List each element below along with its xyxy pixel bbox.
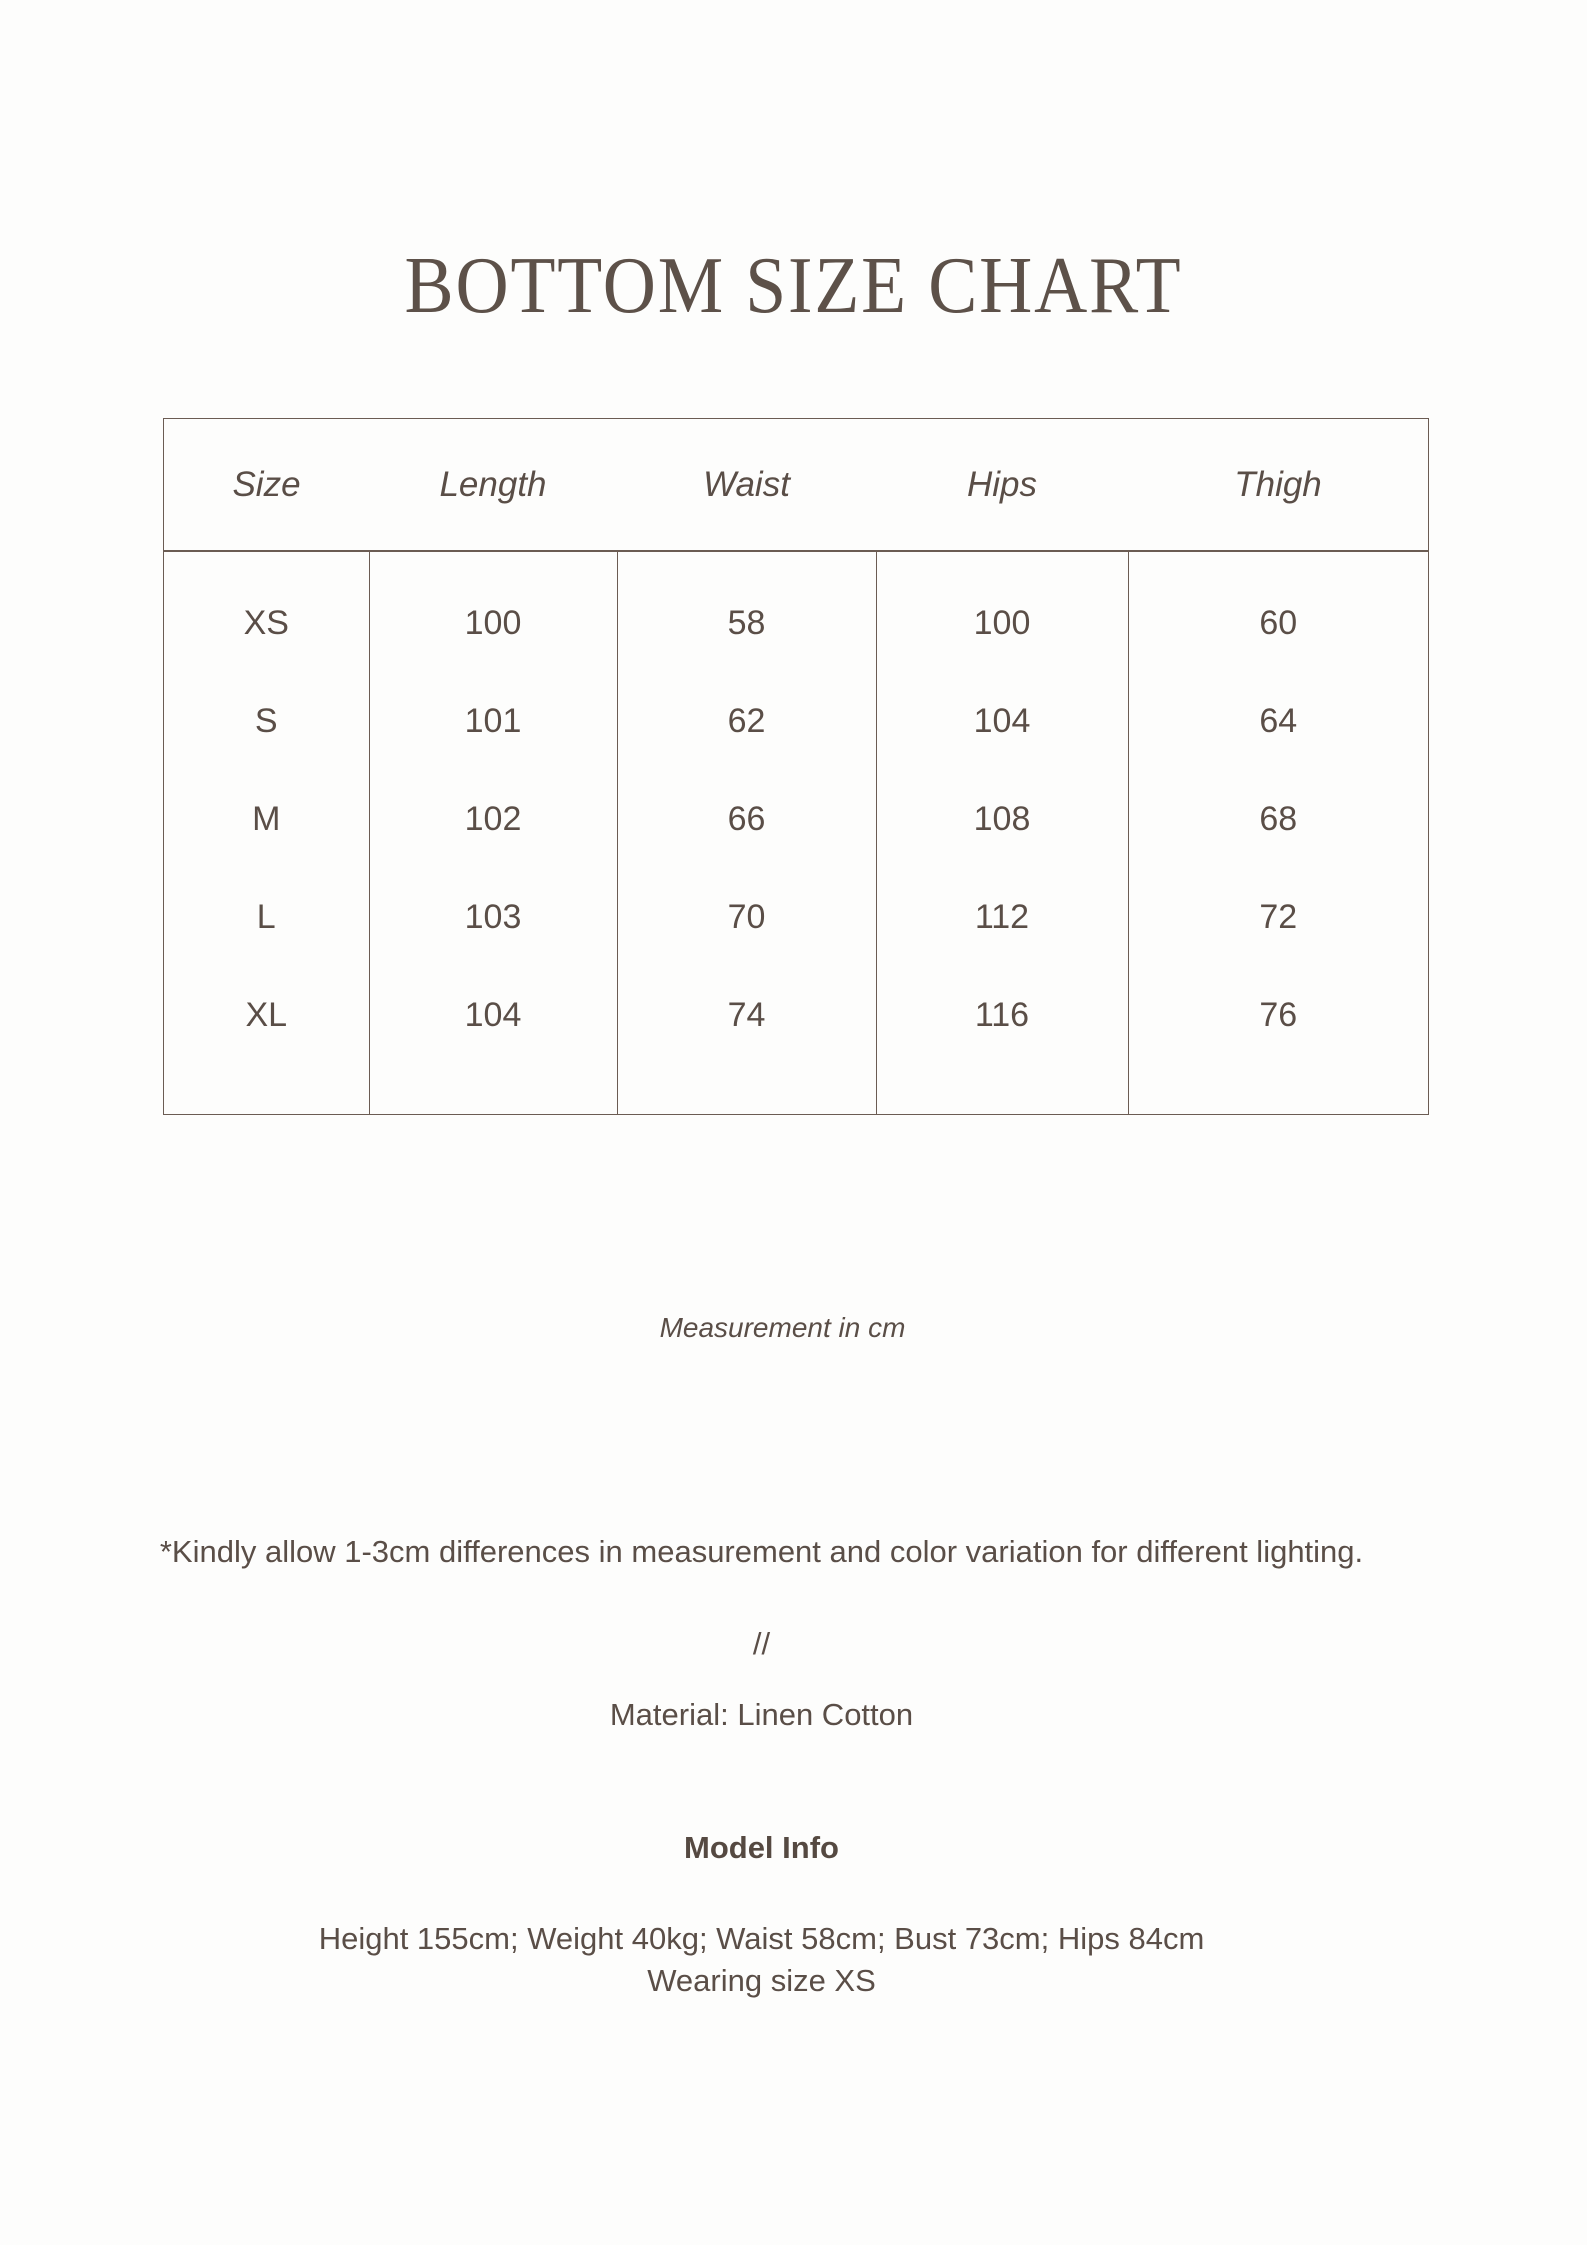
cell-thigh: 72: [1128, 868, 1428, 966]
table-row: [164, 966, 1428, 1114]
cell-thigh: 76: [1128, 966, 1428, 1114]
table-row: [164, 672, 1428, 770]
model-info-heading-text: Model Info: [684, 1830, 839, 1865]
cell-waist: 74: [617, 966, 876, 1114]
cell-hips: 104: [876, 672, 1128, 770]
cell-waist: 70: [617, 868, 876, 966]
cell-hips: 100: [876, 551, 1128, 672]
table-row: [164, 770, 1428, 868]
cell-hips: 108: [876, 770, 1128, 868]
model-wearing-size-text: Wearing size XS: [647, 1963, 876, 1998]
column-header-hips: Hips: [876, 419, 1128, 551]
cell-waist: 66: [617, 770, 876, 868]
column-header-length: Length: [369, 419, 617, 551]
cell-hips: 112: [876, 868, 1128, 966]
cell-waist: 62: [617, 672, 876, 770]
column-header-waist: Waist: [617, 419, 876, 551]
model-info-heading: [0, 1830, 1587, 1866]
material-note: [0, 1697, 1587, 1733]
measurement-unit-note: [0, 1312, 1587, 1344]
cell-length: 101: [369, 672, 617, 770]
cell-length: 103: [369, 868, 617, 966]
cell-thigh: 64: [1128, 672, 1428, 770]
disclaimer-text: *Kindly allow 1-3cm differences in measurement and color variation for different lighting.: [159, 1534, 1364, 1569]
model-wearing-size-line: [0, 1960, 1587, 2002]
cell-size: L: [256, 897, 276, 936]
table-row: [164, 551, 1428, 672]
cell-size: M: [252, 799, 281, 838]
cell-waist: 58: [617, 551, 876, 672]
cell-size: XS: [243, 603, 289, 642]
model-measurements-text: Height 155cm; Weight 40kg; Waist 58cm; Bust 73cm; Hips 84cm: [318, 1921, 1205, 1956]
model-measurements-line: [0, 1918, 1587, 1960]
cell-thigh: 68: [1128, 770, 1428, 868]
column-header-size: Size: [164, 419, 369, 551]
cell-thigh: 60: [1128, 551, 1428, 672]
column-header-thigh: Thigh: [1128, 419, 1428, 551]
cell-hips: 116: [876, 966, 1128, 1114]
table-header-row: [164, 419, 1428, 551]
page-title: BOTTOM SIZE CHART: [404, 242, 1183, 330]
size-chart-table: [163, 418, 1429, 1115]
cell-length: 100: [369, 551, 617, 672]
material-text: Material: Linen Cotton: [609, 1697, 914, 1732]
separator-text: //: [752, 1626, 771, 1661]
disclaimer-note: [0, 1534, 1587, 1570]
cell-size: XL: [245, 995, 288, 1034]
cell-length: 102: [369, 770, 617, 868]
cell-size: S: [254, 701, 278, 740]
section-separator: [0, 1626, 1587, 1662]
measurement-unit-text: Measurement in cm: [659, 1312, 906, 1343]
table-row: [164, 868, 1428, 966]
cell-length: 104: [369, 966, 617, 1114]
